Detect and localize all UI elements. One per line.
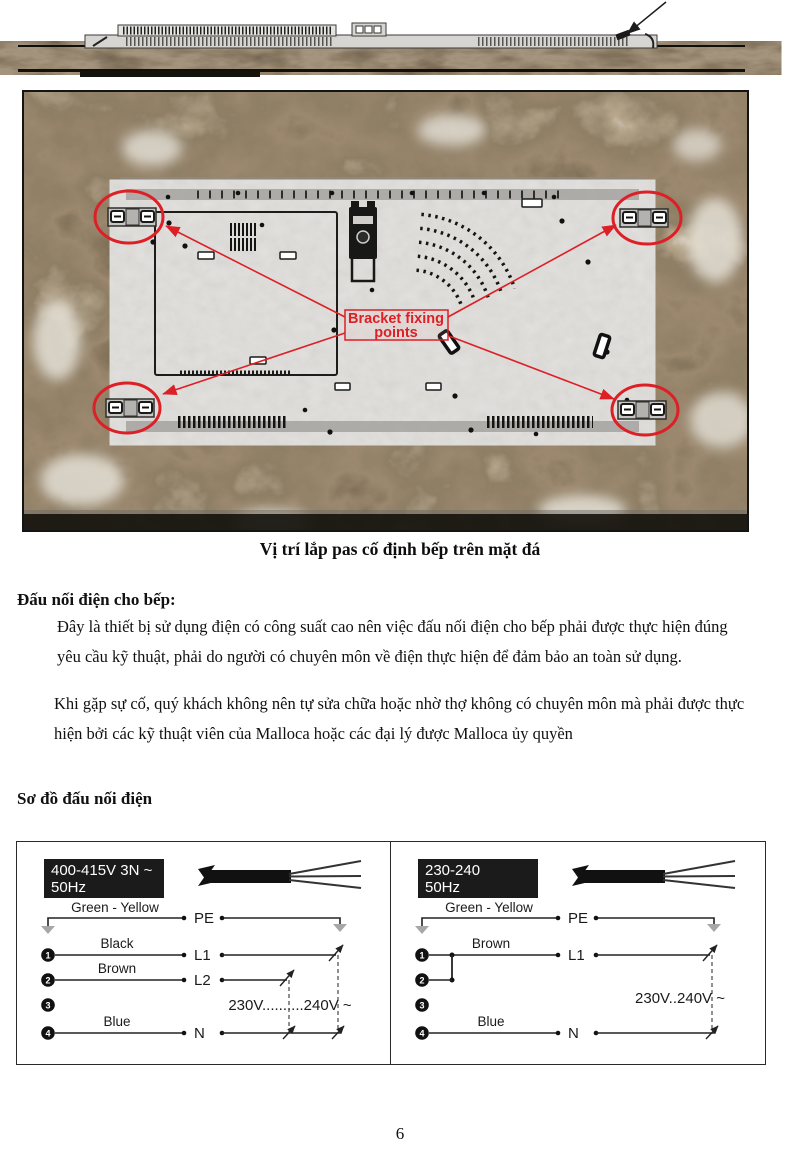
ground-symbol-left bbox=[41, 926, 55, 934]
earth-wire-label: Green - Yellow bbox=[71, 900, 159, 915]
wire-number: 4 bbox=[419, 1028, 425, 1039]
wiring-panel-3phase bbox=[17, 842, 391, 1064]
terminal-label: L1 bbox=[568, 947, 585, 964]
wire-number: 4 bbox=[45, 1028, 51, 1039]
wire-color-label: Blue bbox=[477, 1014, 505, 1029]
voltage-range-label: 230V..........240V ~ bbox=[228, 997, 352, 1014]
ground-symbol-right bbox=[707, 924, 721, 932]
ground-symbol-left bbox=[415, 926, 429, 934]
cooktop-side-profile bbox=[85, 23, 657, 48]
installation-photo bbox=[22, 90, 749, 532]
voltage-range-label: 230V..240V ~ bbox=[635, 990, 725, 1007]
wire-color-label: Black bbox=[100, 936, 134, 951]
wire-number: 2 bbox=[45, 975, 51, 986]
ground-symbol-right bbox=[333, 924, 347, 932]
bracket-fixing-label-line2: points bbox=[374, 325, 418, 341]
wiring-panel-3phase-svg bbox=[17, 842, 390, 1063]
bracket-bottom-right bbox=[618, 401, 666, 419]
wire-color-label: Brown bbox=[471, 936, 511, 951]
wiring-diagram bbox=[16, 841, 766, 1065]
terminal-label: L1 bbox=[194, 947, 211, 964]
power-cable-icon bbox=[198, 861, 361, 888]
wire-color-label: Brown bbox=[97, 961, 137, 976]
wire-number: 1 bbox=[419, 950, 425, 961]
supply-voltage: 230-240 bbox=[425, 862, 481, 879]
electrical-heading: Đấu nối điện cho bếp: bbox=[17, 590, 176, 609]
wire-number: 3 bbox=[45, 1000, 51, 1011]
earth-terminal-label: PE bbox=[568, 910, 589, 927]
photo-caption: Vị trí lắp pas cố định bếp trên mặt đá bbox=[259, 539, 541, 559]
electrical-paragraph-1: Đây là thiết bị sử dụng điện có công suất cao nên việc đấu nối điện cho bếp phải được thực hiện đúng yêu cầu kỹ thuật, phải do người có chuyên môn về điện thực hiện để đảm bảo an toàn sử dụng. bbox=[57, 617, 728, 666]
supply-frequency: 50Hz bbox=[425, 879, 461, 896]
wiring-panel-1phase-svg bbox=[391, 842, 764, 1063]
terminal-label: N bbox=[194, 1025, 205, 1042]
page-number: 6 bbox=[395, 1124, 405, 1143]
supply-frequency: 50Hz bbox=[51, 879, 87, 896]
bracket-pointer-arrow bbox=[628, 2, 666, 33]
bracket-fixing-label-line1: Bracket fixing bbox=[348, 311, 444, 327]
wire-number: 1 bbox=[45, 950, 51, 961]
bracket-top-right bbox=[620, 209, 668, 227]
wiring-diagram-heading: Sơ đồ đấu nối điện bbox=[17, 789, 153, 808]
wire-color-label: Blue bbox=[103, 1014, 131, 1029]
side-view-drawing bbox=[0, 0, 800, 88]
bracket-top-left bbox=[108, 208, 156, 226]
electrical-paragraph-2: Khi gặp sự cố, quý khách không nên tự sửa chữa hoặc nhờ thợ không có chuyên môn mà phải được thực hiện bởi các kỹ thuật viên của Malloca hoặc các đại lý được Malloca ủy quyền bbox=[54, 694, 745, 743]
terminal-label: N bbox=[568, 1025, 579, 1042]
wiring-panel-1phase bbox=[391, 842, 765, 1064]
earth-terminal-label: PE bbox=[194, 910, 215, 927]
countertop-side-profile bbox=[18, 45, 745, 77]
power-cable-icon bbox=[572, 861, 735, 888]
cooktop-underside bbox=[120, 177, 645, 440]
supply-voltage: 400-415V 3N ~ bbox=[51, 862, 153, 879]
bracket-bottom-left bbox=[106, 399, 154, 417]
terminal-label: L2 bbox=[194, 972, 211, 989]
earth-wire-label: Green - Yellow bbox=[445, 900, 533, 915]
wire-number: 3 bbox=[419, 1000, 425, 1011]
wire-number: 2 bbox=[419, 975, 425, 986]
